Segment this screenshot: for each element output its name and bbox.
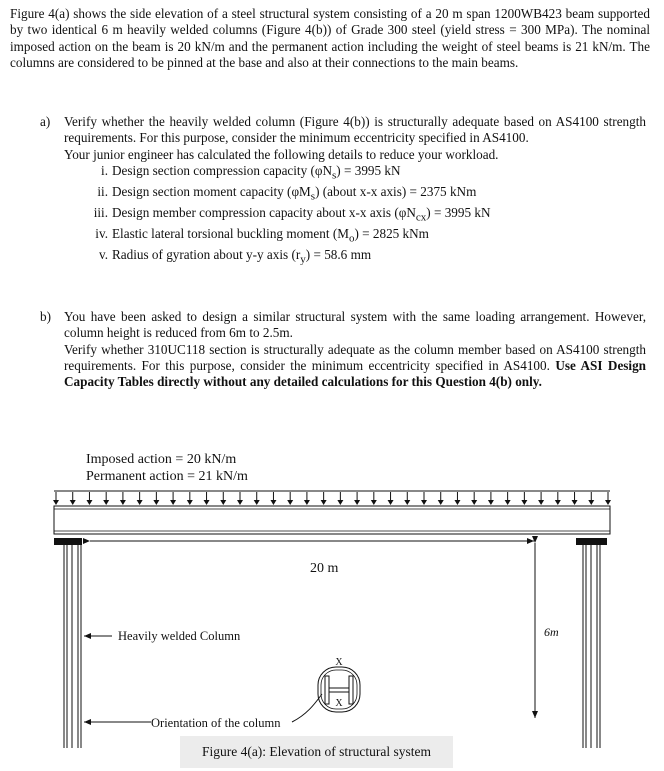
load-arrow-head [220, 500, 226, 505]
load-arrow-head [337, 500, 343, 505]
load-arrow-head [438, 500, 444, 505]
question-b-text1: You have been asked to design a similar structural system with the same loading arrangement. However, column height is reduced from 6m to 2.5m. [64, 309, 646, 341]
detail-text: Design section compression capacity (φN [112, 162, 333, 178]
load-arrow-head [270, 500, 276, 505]
load-arrow-head [538, 500, 544, 505]
detail-subscript: s [332, 169, 337, 182]
load-arrow-head [70, 500, 76, 505]
load-arrow-head [505, 500, 511, 505]
detail-item [86, 247, 646, 268]
load-arrow-head [53, 500, 59, 505]
detail-subscript: cx [415, 211, 427, 224]
detail-text: Design section moment capacity (φM [112, 183, 311, 199]
detail-value: ) (about x-x axis) = 2375 kNm [315, 183, 477, 199]
load-arrow-head [103, 500, 109, 505]
detail-num: ii. [97, 183, 108, 199]
load-arrow-head [170, 500, 176, 505]
load-arrow-head [388, 500, 394, 505]
question-b-label: b) [40, 309, 51, 324]
beam [54, 506, 610, 534]
load-arrow-head [321, 500, 327, 505]
load-arrow-head [421, 500, 427, 505]
question-b-bold: Use ASI Design Capacity Tables directly without any detailed calculations for this Question 4(b) only. [64, 357, 647, 390]
question-a-text: Verify whether the heavily welded column (Figure 4(b)) is structurally adequate based on AS4100 strength requirements. For this purpose, consider the minimum eccentricity specified in AS4100. [64, 114, 646, 146]
load-arrow-head [572, 500, 578, 505]
detail-num: iii. [93, 204, 108, 220]
load-arrow-head [454, 500, 460, 505]
detail-text: Elastic lateral torsional buckling moment (M [112, 225, 349, 241]
detail-item [86, 226, 646, 247]
load-arrow-head [86, 500, 92, 505]
detail-item [86, 163, 646, 184]
right-column [583, 545, 600, 748]
left-column [64, 545, 81, 748]
load-arrow-head [471, 500, 477, 505]
load-arrow-head [204, 500, 210, 505]
load-arrow-head [137, 500, 143, 505]
load-arrow-head [120, 500, 126, 505]
detail-text: Radius of gyration about y-y axis (r [112, 246, 301, 262]
detail-subscript: s [310, 190, 316, 203]
elevation-diagram [0, 440, 664, 771]
detail-subscript: y [300, 253, 306, 266]
figure-caption: Figure 4(a): Elevation of structural system [180, 736, 453, 768]
axis-x-bottom: X [335, 698, 343, 709]
detail-num: iv. [95, 225, 108, 241]
intro-paragraph: Figure 4(a) shows the side elevation of a steel structural system consisting of a 20 m span 1200WB423 beam supported by two identical 6 m heavily welded columns (Figure 4(b)) of Grade 300 steel (yield stress = 300 MPa). The nominal imposed action on the beam is 20 kN/m and the permanent action including the weight of steel beams is 21 kN/m. The columns are considered to be pinned at the base and also at their connections to the main beams. [10, 6, 650, 70]
load-arrow-head [404, 500, 410, 505]
question-a-label: a) [40, 114, 51, 129]
load-arrow-head [287, 500, 293, 505]
detail-item [86, 184, 646, 205]
details-list [64, 163, 646, 268]
permanent-action-label: Permanent action = 21 kN/m [86, 469, 248, 484]
height-label: 6m [544, 625, 559, 639]
orientation-label: Orientation of the column [151, 716, 281, 730]
detail-num: v. [98, 246, 108, 262]
load-arrow-head [555, 500, 561, 505]
detail-num: i. [101, 162, 108, 178]
load-arrow-head [371, 500, 377, 505]
orientation-leader [292, 694, 322, 722]
detail-value: ) = 3995 kN [426, 204, 491, 220]
detail-subscript: o [348, 232, 355, 245]
load-arrow-head [488, 500, 494, 505]
detail-value: ) = 58.6 mm [305, 246, 372, 262]
load-arrow-head [254, 500, 260, 505]
question-b-text2 [64, 342, 646, 391]
span-label: 20 m [310, 561, 339, 576]
right-cap-plate [576, 538, 607, 545]
detail-value: ) = 3995 kN [336, 162, 401, 178]
question-a-lead: Your junior engineer has calculated the following details to reduce your workload. [64, 146, 499, 162]
load-arrow-head [304, 500, 310, 505]
imposed-action-label: Imposed action = 20 kN/m [86, 452, 237, 467]
question-b [40, 309, 646, 390]
column-label: Heavily welded Column [118, 629, 241, 643]
question-b-body: Verify whether 310UC118 section is structurally adequate as the column member based on AS4100 strength requirements. For this purpose, consider the minimum eccentricity specified in AS4100. [64, 341, 646, 373]
question-a [40, 114, 646, 268]
load-arrow-head [605, 500, 611, 505]
load-arrow-head [521, 500, 527, 505]
left-cap-plate [54, 538, 82, 545]
load-arrow-head [187, 500, 193, 505]
load-arrow-head [588, 500, 594, 505]
load-arrow-head [153, 500, 159, 505]
load-arrow-head [237, 500, 243, 505]
load-arrow-head [354, 500, 360, 505]
load-arrows [53, 492, 611, 505]
detail-value: ) = 2825 kNm [354, 225, 429, 241]
detail-text: Design member compression capacity about x-x axis (φN [112, 204, 416, 220]
detail-item [86, 205, 646, 226]
axis-x-top: X [335, 657, 343, 668]
